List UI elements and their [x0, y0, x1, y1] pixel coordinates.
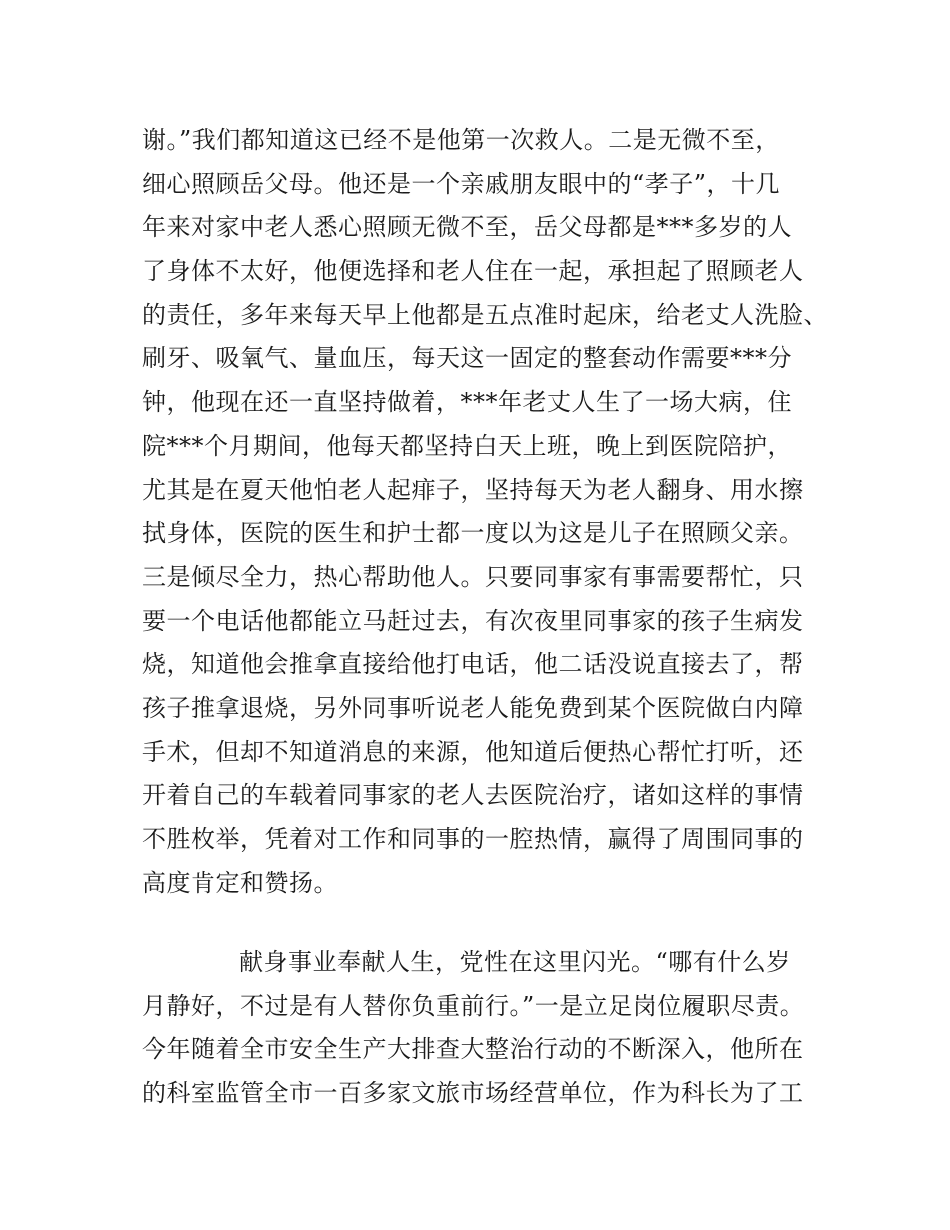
text-line: 的责任，多年来每天早上他都是五点准时起床，给老丈人洗脸、	[142, 300, 828, 329]
text-line: 刷牙、吸氧气、量血压，每天这一固定的整套动作需要***分	[142, 344, 792, 373]
text-line: 烧，知道他会推拿直接给他打电话，他二话没说直接去了，帮	[142, 650, 804, 679]
text-line: 要一个电话他都能立马赶过去，有次夜里同事家的孩子生病发	[142, 606, 804, 635]
text-line: 细心照顾岳父母。他还是一个亲戚朋友眼中的“孝子”，十几	[142, 169, 781, 198]
text-line: 尤其是在夏天他怕老人起痱子，坚持每天为老人翻身、用水擦	[142, 475, 804, 504]
text-line: 年来对家中老人悉心照顾无微不至，岳父母都是***多岁的人	[142, 213, 792, 242]
text-line: 谢。”我们都知道这已经不是他第一次救人。二是无微不至，	[142, 126, 780, 154]
text-line: 不胜枚举，凭着对工作和同事的一腔热情，赢得了周围同事的	[142, 825, 804, 853]
text-line: 献身事业奉献人生，党性在这里闪光。“哪有什么岁	[239, 948, 791, 976]
text-line: 今年随着全市安全生产大排查大整治行动的不断深入，他所在	[142, 1035, 804, 1064]
text-line: 高度肯定和赞扬。	[142, 868, 338, 897]
text-line: 开着自己的车载着同事家的老人去医院治疗，诸如这样的事情	[142, 781, 804, 810]
text-line: 月静好，不过是有人替你负重前行。”一是立足岗位履职尽责。	[142, 991, 805, 1020]
text-line: 钟，他现在还一直坚持做着，***年老丈人生了一场大病，住	[142, 388, 792, 417]
text-line: 的科室监管全市一百多家文旅市场经营单位，作为科长为了工	[142, 1079, 804, 1108]
paragraph-1	[142, 119, 842, 905]
text-line: 院***个月期间，他每天都坚持白天上班，晚上到医院陪护，	[142, 431, 792, 460]
text-line: 孩子推拿退烧，另外同事听说老人能免费到某个医院做白内障	[142, 693, 804, 722]
text-line: 三是倾尽全力，热心帮助他人。只要同事家有事需要帮忙，只	[142, 562, 804, 591]
text-line: 拭身体，医院的医生和护士都一度以为这是儿子在照顾父亲。	[142, 519, 804, 548]
text-line: 手术，但却不知道消息的来源，他知道后便热心帮忙打听，还	[142, 737, 804, 766]
paragraph-2	[142, 941, 842, 1116]
text-line: 了身体不太好，他便选择和老人住在一起，承担起了照顾老人	[142, 257, 804, 286]
